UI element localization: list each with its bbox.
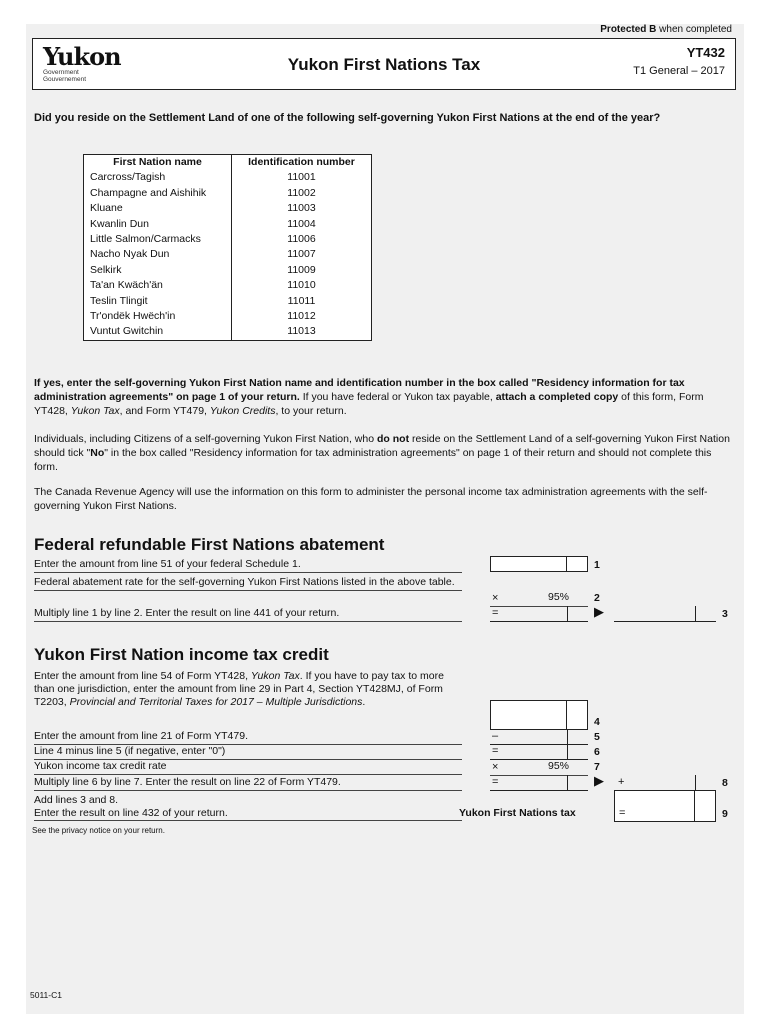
nation-name: Nacho Nyak Dun xyxy=(84,247,232,262)
line-7-rate: 95% xyxy=(548,760,570,772)
line-2-text: Federal abatement rate for the self-governing Yukon First Nations listed in the above table. xyxy=(34,576,462,591)
plus-sign: + xyxy=(618,776,625,788)
nation-name: Kluane xyxy=(84,201,232,216)
section-federal-abatement-title: Federal refundable First Nations abatement xyxy=(34,535,385,554)
minus-sign: – xyxy=(492,730,499,742)
nation-id: 11012 xyxy=(232,309,372,324)
line-3-number: 3 xyxy=(722,608,728,620)
line-5-input[interactable] xyxy=(490,729,588,745)
equals-sign: = xyxy=(619,807,626,819)
table-row xyxy=(84,324,372,340)
nation-name: Teslin Tlingit xyxy=(84,294,232,309)
line-4-input[interactable] xyxy=(490,700,588,730)
nation-id: 11013 xyxy=(232,324,372,340)
nation-name: Selkirk xyxy=(84,263,232,278)
times-sign: × xyxy=(492,761,499,773)
table-header-id: Identification number xyxy=(232,155,372,171)
protected-notice: Protected B when completed xyxy=(600,24,732,35)
nation-id: 11001 xyxy=(232,170,372,185)
line-4-number: 4 xyxy=(594,716,600,728)
form-title: Yukon First Nations Tax xyxy=(287,55,481,74)
equals-sign: = xyxy=(492,745,499,757)
line-9-underline xyxy=(34,820,462,821)
privacy-notice: See the privacy notice on your return. xyxy=(32,826,165,835)
first-nations-table xyxy=(83,154,372,341)
table-row xyxy=(84,217,372,232)
form-header xyxy=(32,38,736,90)
nation-id: 11007 xyxy=(232,247,372,262)
nation-id: 11009 xyxy=(232,263,372,278)
table-row xyxy=(84,309,372,324)
form-page xyxy=(26,24,744,1014)
line-4-text: Enter the amount from line 54 of Form YT428, Yukon Tax. If you have to pay tax to more than one jurisdiction, enter the amount from line 29 in Part 4, Section YT428MJ, of Form T2203, Provincial and Territorial Taxes for 2017 – Multiple Jurisdictions. xyxy=(34,670,444,708)
line-7-text: Yukon income tax credit rate xyxy=(34,760,462,775)
nation-id: 11004 xyxy=(232,217,372,232)
nation-name: Vuntut Gwitchin xyxy=(84,324,232,340)
equals-sign: = xyxy=(492,607,499,619)
line-1-number: 1 xyxy=(594,559,600,571)
line-1-input[interactable] xyxy=(490,556,588,572)
yukon-first-nations-tax-label: Yukon First Nations tax xyxy=(459,807,576,819)
form-number: 5011-C1 xyxy=(30,990,62,1000)
times-sign: × xyxy=(492,592,499,604)
nation-id: 11002 xyxy=(232,186,372,201)
table-row xyxy=(84,232,372,247)
line-3-input[interactable] xyxy=(614,606,716,622)
line-6-text: Line 4 minus line 5 (if negative, enter "0") xyxy=(34,745,462,760)
nation-name: Little Salmon/Carmacks xyxy=(84,232,232,247)
line-9-input[interactable] xyxy=(614,790,716,822)
nation-name: Ta'an Kwäch'än xyxy=(84,278,232,293)
line-2-rate: 95% xyxy=(548,591,570,603)
instructions-paragraph-1: If yes, enter the self-governing Yukon First Nation name and identification number in the box called "Residency information for tax administration agreements" on page 1 of your return. If you have federal or Yukon tax payable, attach a completed copy of this form, Form YT428, Yukon Tax, and Form YT479, Yukon Credits, to your return. xyxy=(34,377,704,417)
nation-name: Carcross/Tagish xyxy=(84,170,232,185)
line-5-number: 5 xyxy=(594,731,600,743)
line-8-number: 8 xyxy=(722,777,728,789)
form-code: YT432 xyxy=(686,45,725,60)
nation-name: Champagne and Aishihik xyxy=(84,186,232,201)
line-2-number: 2 xyxy=(594,592,600,604)
table-row xyxy=(84,294,372,309)
table-row xyxy=(84,170,372,185)
instructions-paragraph-3: The Canada Revenue Agency will use the information on this form to administer the personal income tax administration agreements with the self-governing Yukon First Nations. xyxy=(34,486,708,512)
line-6-subtotal xyxy=(490,744,588,760)
table-row xyxy=(84,278,372,293)
nation-name: Kwanlin Dun xyxy=(84,217,232,232)
arrow-right-icon: ▶ xyxy=(594,604,604,619)
yukon-logo: Yukon Government Gouvernement xyxy=(43,42,121,83)
nation-id: 11010 xyxy=(232,278,372,293)
table-row xyxy=(84,186,372,201)
table-row xyxy=(84,201,372,216)
line-3-text: Multiply line 1 by line 2. Enter the result on line 441 of your return. xyxy=(34,607,462,622)
nation-id: 11011 xyxy=(232,294,372,309)
form-year: T1 General – 2017 xyxy=(633,65,725,77)
line-8-subtotal xyxy=(490,775,588,791)
line-3-subtotal xyxy=(490,606,588,622)
nation-id: 11006 xyxy=(232,232,372,247)
instructions-paragraph-2: Individuals, including Citizens of a self-governing Yukon First Nation, who do not reside on the Settlement Land of a self-governing Yukon First Nation should tick "No" in the box called "Residency information for tax administration agreements" on page 1 of their return and should not complete this form. xyxy=(34,433,730,473)
line-9-text: Add lines 3 and 8. Enter the result on line 432 of your return. xyxy=(34,794,228,819)
line-1-text: Enter the amount from line 51 of your federal Schedule 1. xyxy=(34,558,462,573)
section-yukon-credit-title: Yukon First Nation income tax credit xyxy=(34,645,329,664)
line-8-input[interactable] xyxy=(614,775,716,791)
equals-sign: = xyxy=(492,776,499,788)
table-row xyxy=(84,247,372,262)
line-8-text: Multiply line 6 by line 7. Enter the result on line 22 of Form YT479. xyxy=(34,776,462,791)
line-5-text: Enter the amount from line 21 of Form YT479. xyxy=(34,730,462,745)
nation-name: Tr'ondëk Hwëch'in xyxy=(84,309,232,324)
line-9-number: 9 xyxy=(722,808,728,820)
table-header-name: First Nation name xyxy=(84,155,232,171)
nation-id: 11003 xyxy=(232,201,372,216)
table-row xyxy=(84,263,372,278)
arrow-right-icon: ▶ xyxy=(594,773,604,788)
line-6-number: 6 xyxy=(594,746,600,758)
residency-question: Did you reside on the Settlement Land of one of the following self-governing Yukon First Nations at the end of the year? xyxy=(34,112,661,124)
line-7-number: 7 xyxy=(594,761,600,773)
